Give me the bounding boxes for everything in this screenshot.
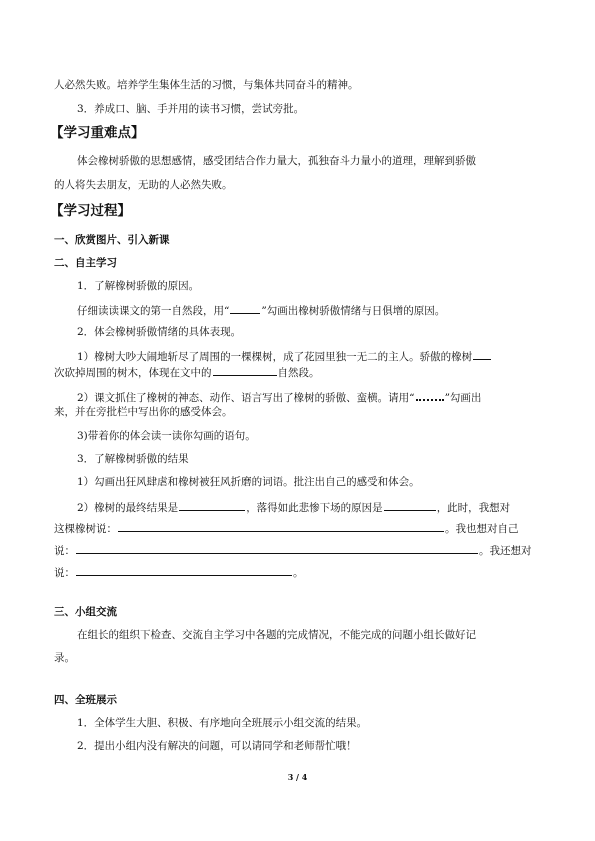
task-3-item-2: 2）橡树的最终结果是 ，落得如此悲惨下场的原因是 ，此时，我想对 <box>77 499 510 515</box>
section-heading-process: 【学习过程】 <box>50 203 131 219</box>
answer-blank[interactable] <box>76 564 292 576</box>
task-3-item-1: 1）勾画出狂风肆虐和橡树被狂风折磨的词语。批注出自己的感受和体会。 <box>77 476 420 488</box>
task-3-item-2-line-2: 这棵橡树说： 。我也想对自己 <box>54 520 519 536</box>
step-2-heading: 二、自主学习 <box>54 257 117 269</box>
task-2-item-2: 2）课文抓住了橡树的神态、动作、语言写出了橡树的骄傲、蛮横。请用“ ”勾画出 <box>77 388 481 405</box>
answer-blank[interactable] <box>384 499 436 511</box>
task-1-title: 1．了解橡树骄傲的原因。 <box>77 280 200 292</box>
task-2-item-1-cont: 次砍掉周围的树木，体现在文中的 自然段。 <box>54 364 320 380</box>
task-3-title: 3．了解橡树骄傲的结果 <box>77 453 189 465</box>
task-2-title: 2．体会橡树骄傲情绪的具体表现。 <box>77 326 242 338</box>
answer-blank[interactable] <box>473 348 491 360</box>
answer-blank[interactable] <box>76 542 478 554</box>
task-3-item-2-line-3: 说： 。我还想对 <box>54 542 532 558</box>
key-points-line-2: 的人将失去朋友，无助的人必然失败。 <box>54 179 233 191</box>
objective-item-3: 3．养成口、脑、手并用的读书习惯，尝试旁批。 <box>77 103 305 115</box>
task-2-item-1: 1）橡树大吵大闹地斩尽了周围的一棵棵树，成了花园里独一无二的主人。骄傲的橡树 <box>77 348 492 364</box>
answer-blank[interactable] <box>179 499 245 511</box>
group-exchange-line-2: 录。 <box>54 652 75 664</box>
answer-blank[interactable] <box>213 364 277 376</box>
task-2-item-3: 3)带着你的体会读一读你勾画的语句。 <box>77 430 256 442</box>
class-show-item-1: 1．全体学生大胆、积极、有序地向全班展示小组交流的结果。 <box>77 717 368 729</box>
task-1-instruction: 仔细读读课文的第一自然段，用“ ”勾画出橡树骄傲情绪与日俱增的原因。 <box>77 302 445 318</box>
task-2-item-2-cont: 来，并在旁批栏中写出你的感受体会。 <box>54 406 233 418</box>
step-1-heading: 一、欣赏图片、引入新课 <box>54 234 170 246</box>
objective-line-continued: 人必然失败。培养学生集体生活的习惯，与集体共同奋斗的精神。 <box>54 79 359 91</box>
class-show-item-2: 2．提出小组内没有解决的问题，可以请同学和老师帮忙哦！ <box>77 740 357 752</box>
section-heading-key-points: 【学习重难点】 <box>50 125 145 141</box>
group-exchange-line-1: 在组长的组织下检查、交流自主学习中各题的完成情况，不能完成的问题小组长做好记 <box>77 629 476 641</box>
page-number: 3 / 4 <box>287 772 308 782</box>
task-3-item-2-line-4: 说： 。 <box>54 564 304 580</box>
straight-underline-sample <box>230 302 260 314</box>
step-4-heading: 四、全班展示 <box>54 694 117 706</box>
key-points-line-1: 体会橡树骄傲的思想感情，感受团结合作力量大，孤独奋斗力量小的道理，理解到骄傲 <box>77 155 476 167</box>
wavy-underline-sample <box>416 388 444 401</box>
answer-blank[interactable] <box>118 520 444 532</box>
step-3-heading: 三、小组交流 <box>54 606 117 618</box>
